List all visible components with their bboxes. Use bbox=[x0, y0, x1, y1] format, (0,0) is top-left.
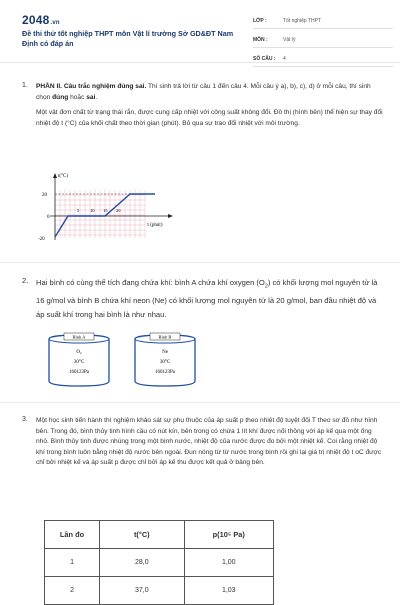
y-axis-label: t(°C) bbox=[58, 174, 69, 179]
vessel-b bbox=[135, 333, 195, 386]
vessels-svg bbox=[47, 331, 207, 389]
question-instructions bbox=[36, 82, 384, 103]
x-axis-arrow-icon bbox=[168, 214, 173, 218]
temperature-graph bbox=[30, 170, 180, 250]
table-header: p(10⁵ Pa) bbox=[184, 521, 273, 549]
instruction-text: hoặc bbox=[68, 93, 87, 101]
table-cell: 28,0 bbox=[100, 549, 184, 577]
graph-svg bbox=[30, 170, 180, 250]
table-cell: 2 bbox=[45, 577, 100, 605]
graph-grid bbox=[55, 190, 145, 238]
section-heading: PHẦN II. Câu trắc nghiệm đúng sai. bbox=[36, 83, 147, 90]
vessel-gas: O₂ bbox=[76, 350, 82, 355]
table-header-row bbox=[45, 521, 274, 549]
meta-class bbox=[253, 14, 393, 29]
question-text: Một vật đơn chất từ trạng thái rắn, được cung cấp nhiệt với công suất không đổi. Đồ thị (hình bên) thể hiện sự thay đổi nhiệt độ t (°C) của khối chất theo thời gian (phút). Bỏ qua sự trao đổi nhiệt với môi trường. bbox=[36, 109, 383, 127]
section-divider bbox=[0, 402, 400, 403]
exam-meta bbox=[253, 14, 393, 71]
y-tick-label: -20 bbox=[38, 237, 45, 242]
table-row bbox=[45, 577, 274, 605]
table-cell: 1,00 bbox=[184, 549, 273, 577]
question-text: Một học sinh tiến hành thí nghiệm khảo sát sự phụ thuộc của áp suất p theo nhiệt độ tuyệt đối T theo sơ đồ như hình bên. Trong đó, bình thủy tinh hình cầu có nút kín, bên trong có chứa 1 lít khí được nối thông với áp kế qua một ống nhỏ. Bình thủy tinh được nhúng trong một bình nước, nhiệt độ của nước được đo bởi một nhiệt kế. Coi rằng nhiệt độ khí trong bình luôn bằng nhiệt độ nước bên ngoài. Đun nóng từ từ nước trong bình rồi ghi lại giá trị nhiệt độ t oC được chỉ bởi nhiệt kế và áp suất p được chỉ bởi áp kế thu được kết quả ở bảng bên. bbox=[36, 417, 382, 466]
meta-key: MÔN : bbox=[253, 37, 268, 43]
vessel-gas: Ne bbox=[162, 350, 168, 355]
question-number: 2. bbox=[22, 276, 29, 285]
y-tick-label: 0 bbox=[47, 215, 50, 220]
table-cell: 1 bbox=[45, 549, 100, 577]
meta-key: SỐ CÂU : bbox=[253, 56, 276, 62]
x-axis-label: τ (phút) bbox=[147, 223, 163, 228]
x-tick-label: 10 bbox=[90, 208, 95, 213]
vessel-temp: 30°C bbox=[159, 360, 171, 365]
x-tick-label: 15 bbox=[103, 208, 108, 213]
question-3 bbox=[22, 416, 384, 469]
meta-key: LỚP : bbox=[253, 18, 267, 24]
site-logo[interactable] bbox=[22, 13, 60, 27]
instruction-text: . bbox=[95, 93, 98, 101]
meta-count bbox=[253, 52, 393, 67]
x-tick-label: 20 bbox=[116, 208, 121, 213]
meta-value: 4 bbox=[283, 56, 286, 62]
page-header bbox=[0, 0, 400, 63]
subscript: 2 bbox=[264, 283, 268, 290]
vessel-label: Bình B bbox=[158, 334, 172, 340]
x-tick-label: 5 bbox=[77, 208, 80, 213]
question-text bbox=[36, 276, 384, 321]
vessel-pressure: 160123Pa bbox=[155, 370, 175, 375]
vessel-temp: 30°C bbox=[73, 360, 85, 365]
question-2 bbox=[22, 276, 384, 321]
section-divider bbox=[0, 262, 400, 263]
instruction-text: Thí sinh trả lời từ câu 1 đến câu 4. Mỗi câu ý a), b), c), d) ở mỗi câu, thí sinh chọn bbox=[36, 83, 371, 101]
table-header: t(°C) bbox=[100, 521, 184, 549]
meta-subject bbox=[253, 33, 393, 48]
question-number: 3. bbox=[22, 416, 28, 423]
question-number: 1. bbox=[22, 82, 28, 89]
table-header: Lần đo bbox=[45, 521, 100, 549]
gas-vessels-figure bbox=[47, 331, 207, 389]
y-tick-label: 20 bbox=[42, 193, 47, 198]
measurement-table bbox=[44, 520, 274, 605]
table-cell: 37,0 bbox=[100, 577, 184, 605]
emphasis-false: sai bbox=[86, 93, 96, 101]
question-text-part: Hai bình có cùng thể tích đang chứa khí: bình A chứa khí oxygen (O bbox=[36, 278, 265, 287]
question-1 bbox=[22, 82, 384, 134]
table-row bbox=[45, 549, 274, 577]
logo-text: 2048 bbox=[22, 13, 50, 27]
question-body bbox=[36, 82, 384, 129]
emphasis-true: đúng bbox=[52, 93, 69, 101]
meta-value: Vật lý bbox=[283, 37, 296, 43]
meta-value: Tốt nghiệp THPT bbox=[283, 18, 321, 24]
table-cell: 1,03 bbox=[184, 577, 273, 605]
page-title: Đề thi thử tốt nghiệp THPT môn Vật lí trường Sở GD&ĐT Nam Định có đáp án bbox=[22, 29, 234, 48]
question-text-part: ) có khối lượng mol nguyên tử là 16 g/mol và bình B chứa khí neon (Ne) có khối lượng mol nguyên tử là 20 g/mol, ban đầu nhiệt độ và áp suất khí trong hai bình là như nhau. bbox=[36, 278, 378, 319]
y-axis-arrow-icon bbox=[53, 173, 57, 178]
vessel-pressure: 160123Pa bbox=[69, 370, 89, 375]
vessel-a bbox=[49, 333, 109, 386]
logo-suffix: .vn bbox=[50, 20, 60, 26]
vessel-label: Bình A bbox=[72, 334, 86, 340]
